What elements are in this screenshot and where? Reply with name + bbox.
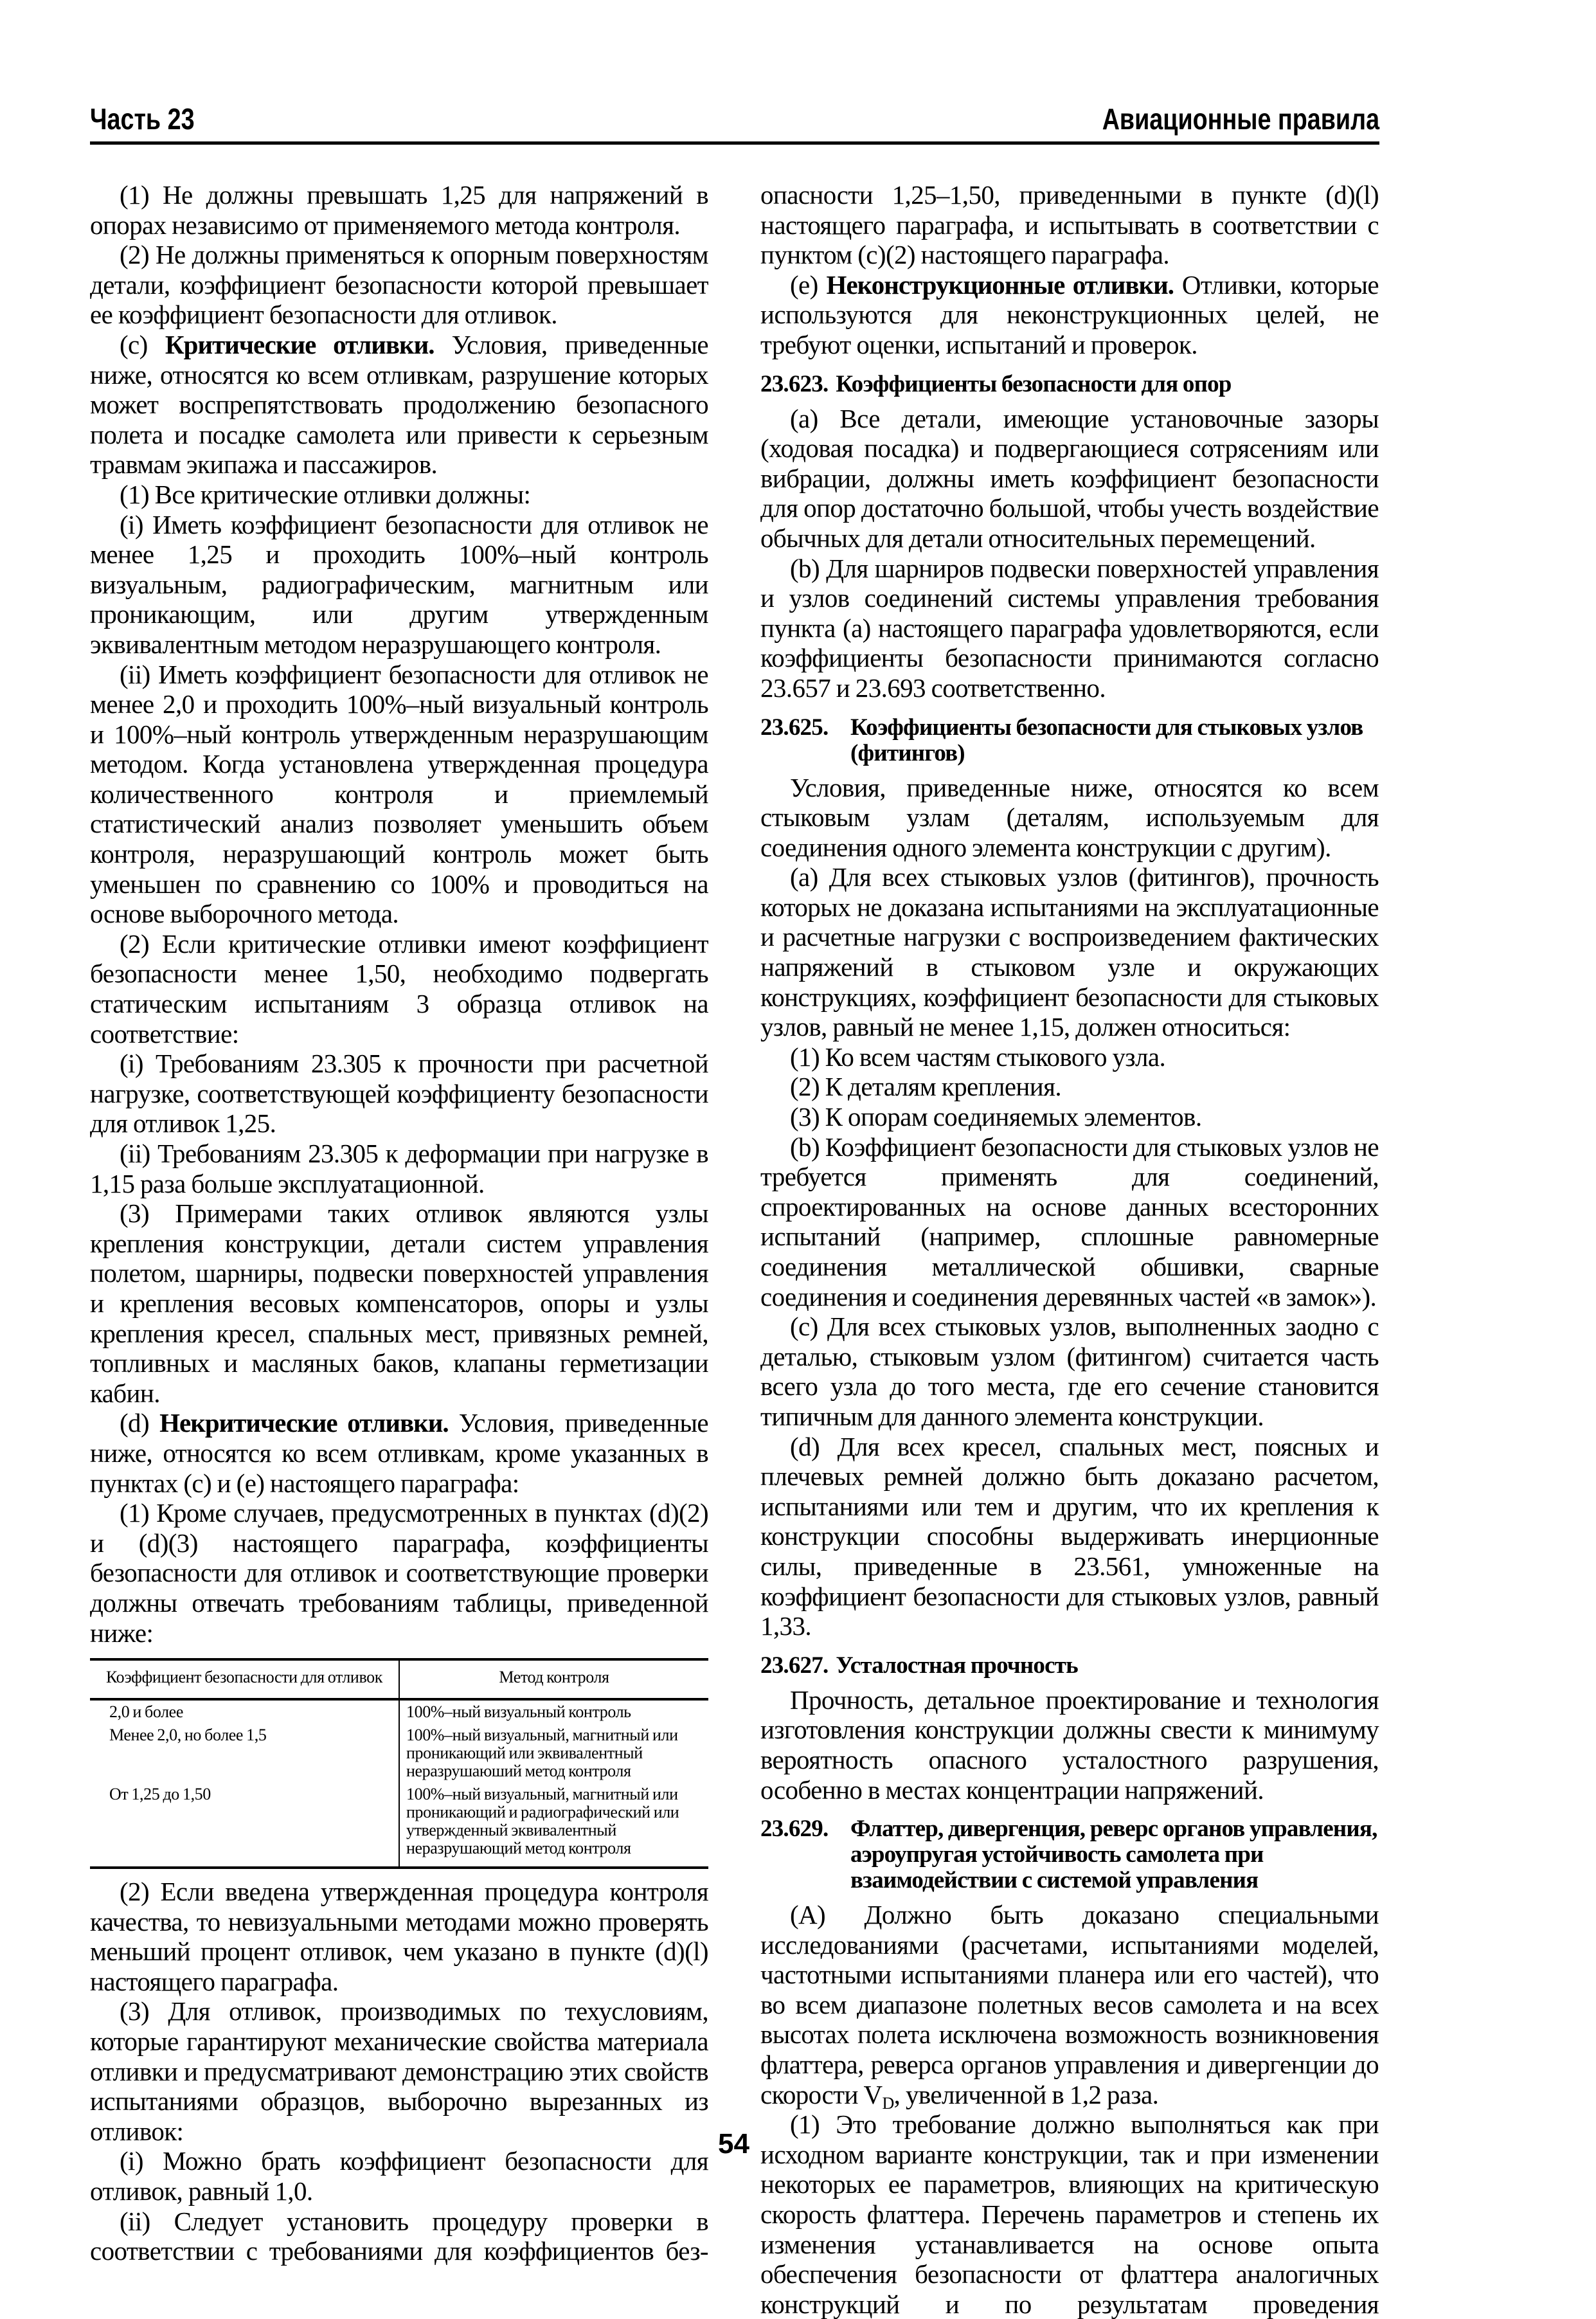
paragraph (90, 480, 708, 510)
paragraph (90, 1408, 708, 1498)
paragraph-text: (c) Для всех стыковых узлов, выполненных заодно с деталью, стыковым узлом (фитингом) считается часть всего узла до того места, где его сечение становится типичным для данного элемента конструкции. (760, 1312, 1379, 1431)
column-header: Метод контроля (399, 1659, 708, 1699)
paragraph (90, 330, 708, 480)
paragraph (760, 1432, 1379, 1641)
section-heading (760, 372, 1379, 397)
paragraph-text: (b) Коэффициент безопасности для стыковых узлов не требуется применять для соединений, спроектированных на основе данных всесторонних испытаний (например, сплошные равномерные соединения металлической обшивки, сварные соединения и соединения деревянных частей «в замок»). (760, 1132, 1379, 1312)
paragraph-text: (3) Для отливок, производимых по техусловиям, которые гарантируют механические свойства материала отливки и предусматривают демонстрацию этих свойств испытаниями образцов, выборочно вырезанных из отливок: (90, 1996, 708, 2146)
table-cell: 100%–ный визуальный, магнитный или проникающий и радиографический или утвержденный эквивалентный неразрушающий метод контроля (399, 1783, 708, 1868)
paragraph-text: (2) К деталям крепления. (790, 1072, 1062, 1102)
paragraph (90, 1139, 708, 1198)
header-title: Авиационные правила (1102, 102, 1379, 136)
paragraph-text: (d) Для всех кресел, спальных мест, поясных и плечевых ремней должно быть доказано расчетом, испытаниями или тем и другим, что их крепления к конструкции способны выдерживать инерционные силы, приведенные в 23.561, умноженные на коэффициент безопасности для стыковых узлов, равный 1,33. (760, 1431, 1379, 1641)
paragraph-text: (3) К опорам соединяемых элементов. (790, 1102, 1202, 1132)
paragraph (90, 1049, 708, 1139)
paragraph (90, 2206, 708, 2266)
paragraph-text: (2) Не должны применяться к опорным поверхностям детали, коэффициент безопасности которой превышает ее коэффициент безопасности для отливок. (90, 240, 708, 330)
paragraph-text: (1) Это требование должно выполняться как при исходном варианте конструкции, так и при изменении некоторых ее параметров, влияющих на критическую скорость флаттера. Перечень параметров и степень их изменения устанавливается на основе опыта обеспечения безопасности от флаттера аналогичных конструкций и по результатам проведения (760, 2109, 1379, 2319)
section-title: Коэффициенты безопасности для опор (836, 370, 1232, 397)
paragraph-text: (1) Все критические отливки должны: (120, 479, 531, 509)
subscript: D (882, 2093, 894, 2113)
section-number: 23.629. (760, 1816, 829, 1843)
paragraph-text: (3) Примерами таких отливок являются узлы крепления конструкции, детали систем управления полетом, шарниры, подвески поверхностей управления и крепления весовых компенсаторов, опоры и узлы крепления кресел, спальных мест, привязных ремней, топливных и масляных баков, клапаны герметизации кабин. (90, 1198, 708, 1408)
running-header (90, 96, 1379, 145)
paragraph-text: (2) Если введена утвержденная процедура контроля качества, то невизуальными методами можно проверять меньший процент отливок, чем указано в пункте (d)(l) настоящего параграфа. (90, 1877, 708, 1996)
paragraph-text: опасности 1,25–1,50, приведенными в пункте (d)(l) настоящего параграфа, и испытывать в соответствии с пунктом (c)(2) настоящего параграфа. (760, 180, 1379, 270)
table-header-row (90, 1659, 708, 1699)
section-title: Флаттер, дивергенция, реверс органов управления, аэроупругая устойчивость самолета при взаимодействии с системой управления (850, 1816, 1377, 1894)
paragraph-text: (e) (790, 269, 827, 300)
paragraph-text: (i) Иметь коэффициент безопасности для отливок не менее 1,25 и проходить 100%–ный контроль визуальным, радиографическим, магнитным или проникающим, или другим утвержденным эквивалентным методом неразрушающего контроля. (90, 509, 708, 659)
header-part-label: Часть 23 (90, 102, 195, 136)
paragraph-text: (ii) Иметь коэффициент безопасности для отливок не менее 2,0 и проходить 100%–ный визуальный контроль и 100%–ный контроль утвержденным неразрушающим методом. Когда установлена утвержденная процедура количественного контроля и приемлемый статистический анализ позволяет уменьшить объем контроля, неразрушающий контроль может быть уменьшен по сравнению со 100% и проводиться на основе выборочного метода. (90, 659, 708, 929)
paragraph (760, 270, 1379, 360)
paragraph-text: , увеличенной в 1,2 раза. (893, 2079, 1159, 2109)
section-heading (760, 1816, 1379, 1893)
table-cell: 100%–ный визуальный, магнитный или проникающий или эквивалентный неразрушаюший метод контроля (399, 1724, 708, 1783)
paragraph-text: Условия, приведенные ниже, относятся ко всем стыковым узлам (деталям, используемым для соединения одного элемента конструкции с другим). (760, 772, 1379, 862)
paragraph (760, 862, 1379, 1042)
paragraph-text: (d) (120, 1408, 160, 1438)
section-number: 23.627. (760, 1652, 829, 1679)
table-row (90, 1783, 708, 1868)
paragraph (90, 240, 708, 330)
paragraph (90, 1198, 708, 1408)
paragraph (760, 1042, 1379, 1072)
paragraph (90, 1996, 708, 2146)
paragraph (90, 929, 708, 1049)
paragraph-text: (c) (120, 329, 165, 359)
section-heading (760, 715, 1379, 766)
paragraph (760, 1072, 1379, 1102)
casting-factor-table (90, 1658, 708, 1869)
paragraph (760, 1900, 1379, 2113)
bold-lead-in: Некритические отливки. (159, 1408, 449, 1438)
table-cell: Менее 2,0, но более 1,5 (109, 1726, 267, 1745)
section-title: Усталостная прочность (836, 1652, 1078, 1679)
paragraph (760, 554, 1379, 703)
paragraph-text: (1) Не должны превышать 1,25 для напряжений в опорах независимо от применяемого метода контроля. (90, 180, 708, 240)
paragraph-text: (1) Кроме случаев, предусмотренных в пунктах (d)(2) и (d)(3) настоящего параграфа, коэффициенты безопасности для отливок и соответствующие проверки должны отвечать требованиям таблицы, приведенной ниже: (90, 1498, 708, 1648)
paragraph-text: (2) Если критические отливки имеют коэффициент безопасности менее 1,50, необходимо подвергать статическим испытаниям 3 образца отливок на соответствие: (90, 928, 708, 1049)
paragraph-text: Условия, приведенные ниже, относятся ко всем отливкам, разрушение которых может воспрепятствовать продолжению безопасного полета и посадке самолета или привести к серьезным травмам экипажа и пассажиров. (90, 329, 708, 480)
paragraph (90, 510, 708, 660)
paragraph-text: (1) Ко всем частям стыкового узла. (790, 1042, 1166, 1072)
paragraph (90, 1877, 708, 1996)
paragraph-text: (a) Для всех стыковых узлов (фитингов), прочность которых не доказана испытаниями на эксплуатационные и расчетные нагрузки с воспроизведением фактических напряжений в стыковом узле и окружающих конструкциях, коэффициент безопасности для стыковых узлов, равный не менее 1,15, должен относиться: (760, 862, 1379, 1042)
paragraph (90, 1498, 708, 1648)
paragraph-text: Прочность, детальное проектирование и технология изготовления конструкции должны свести к минимуму вероятность опасного усталостного разрушения, особенно в местах концентрации напряжений. (760, 1684, 1379, 1805)
table-row (90, 1699, 708, 1724)
bold-lead-in: Неконструкционные отливки. (826, 269, 1174, 300)
section-number: 23.625. (760, 714, 829, 741)
bold-lead-in: Критические отливки. (165, 329, 435, 359)
paragraph (90, 180, 708, 240)
section-heading (760, 1653, 1379, 1679)
table-cell: 2,0 и более (109, 1702, 183, 1722)
paragraph-text: (i) Требованиям 23.305 к прочности при расчетной нагрузке, соответствующей коэффициенту безопасности для отливок 1,25. (90, 1049, 708, 1139)
paragraph-text: (a) Все детали, имеющие установочные зазоры (ходовая посадка) и подвергающиеся сотрясениям или вибрации, должны иметь коэффициент безопасности для опор достаточно большой, чтобы учесть воздействие обычных для детали относительных перемещений. (760, 403, 1379, 553)
paragraph (760, 1685, 1379, 1805)
paragraph-text: (A) Должно быть доказано специальными исследованиями (расчетами, испытаниями моделей, частотными испытаниями планера или его частей), что во всем диапазоне полетных весов самолета и на всех высотах полета исключена возможность возникновения флаттера, реверса органов управления и дивергенции до скорости V (760, 1900, 1379, 2109)
paragraph (760, 180, 1379, 270)
paragraph (760, 404, 1379, 554)
paragraph-text: (ii) Требованиям 23.305 к деформации при нагрузке в 1,15 раза больше эксплуатационной. (90, 1139, 708, 1198)
paragraph-text: (i) Можно брать коэффициент безопасности для отливок, равный 1,0. (90, 2146, 708, 2206)
table-cell: 100%–ный визуальный контроль (399, 1699, 708, 1724)
section-number: 23.623. (760, 370, 829, 397)
section-title: Коэффициенты безопасности для стыковых узлов (фитингов) (850, 714, 1363, 766)
paragraph-text: Условия, приведенные ниже, относятся ко всем отливкам, кроме указанных в пунктах (c) и (e) настоящего параграфа: (90, 1408, 708, 1498)
column-header: Коэффициент безопасности для отливок (90, 1659, 399, 1699)
paragraph (760, 1102, 1379, 1132)
right-column (760, 180, 1379, 2319)
paragraph-text: Отливки, которые используются для неконструкционных целей, не требуют оценки, испытаний и проверок. (760, 269, 1379, 359)
paragraph-text: (ii) Следует установить процедуру проверки в соответствии с требованиями для коэффициентов без- (90, 2206, 708, 2266)
page-number: 54 (718, 2128, 749, 2160)
paragraph (90, 660, 708, 929)
left-column (90, 180, 708, 2266)
paragraph-text: (b) Для шарниров подвески поверхностей управления и узлов соединений системы управления требования пункта (a) настоящего параграфа удовлетворяются, если коэффициенты безопасности принимаются согласно 23.657 и 23.693 соответственно. (760, 553, 1379, 703)
paragraph (760, 1132, 1379, 1312)
paragraph (760, 773, 1379, 863)
table-row (90, 1724, 708, 1783)
table-cell: От 1,25 до 1,50 (90, 1783, 399, 1868)
paragraph (760, 1312, 1379, 1431)
